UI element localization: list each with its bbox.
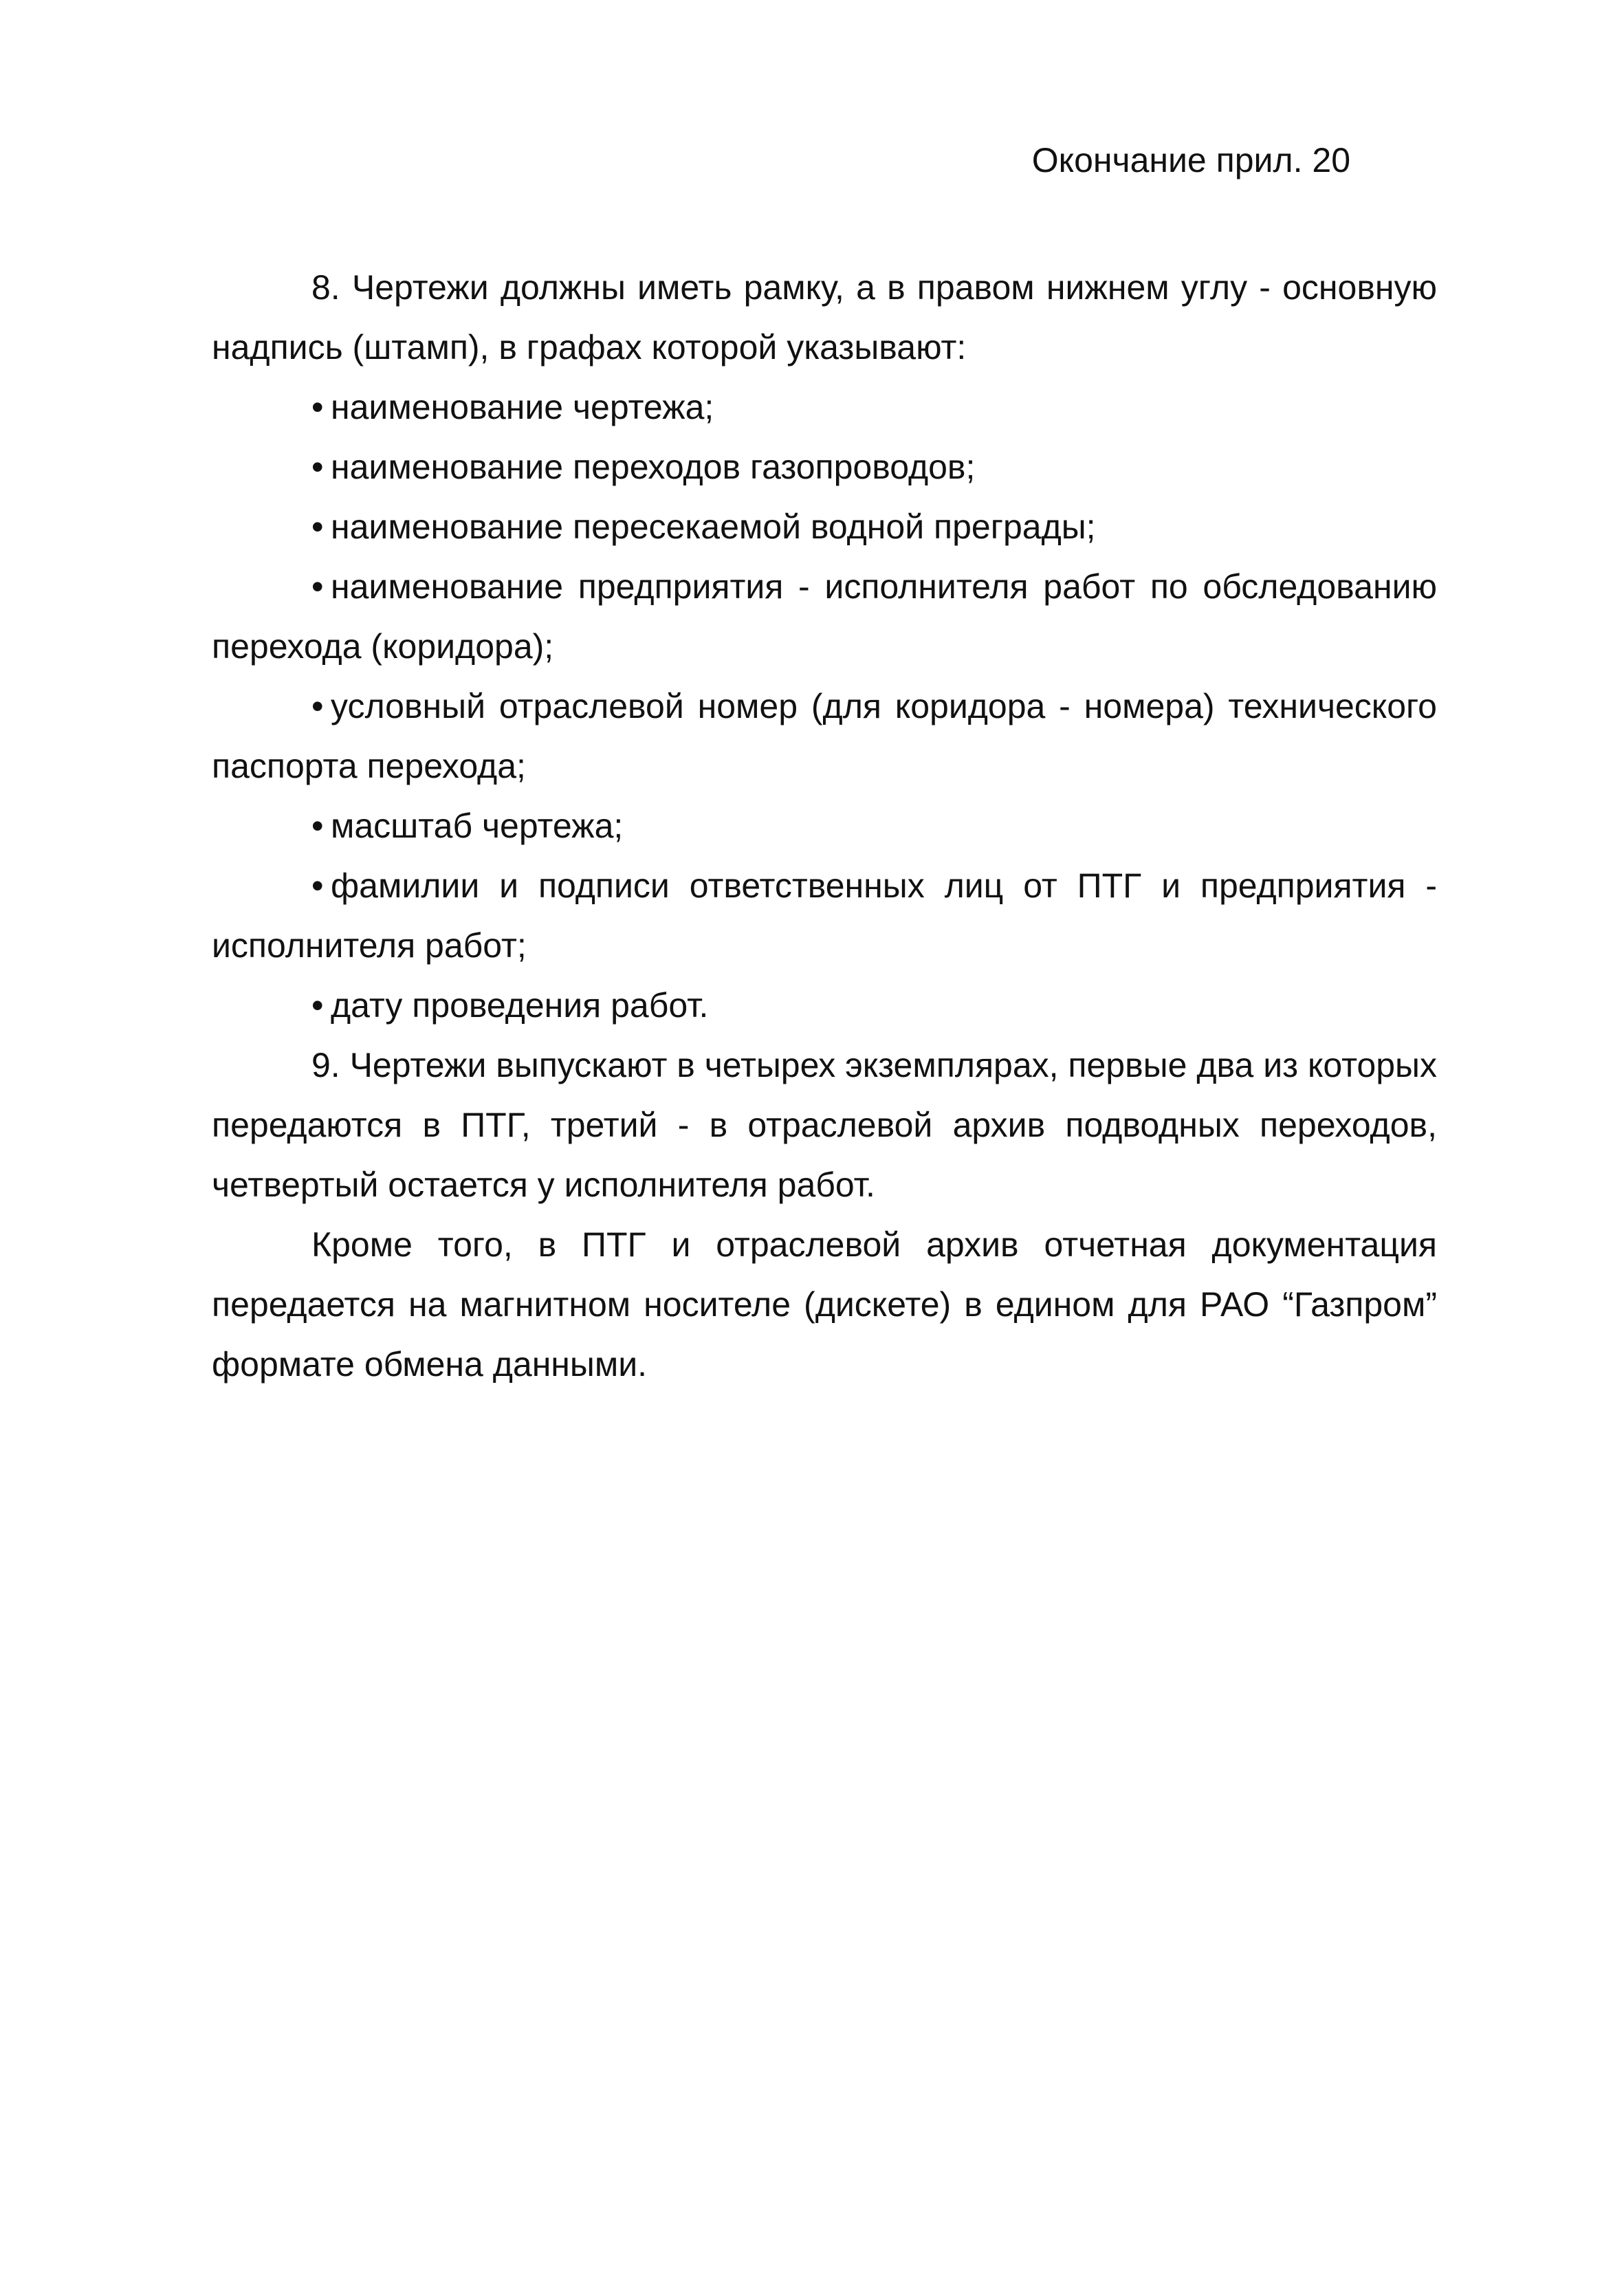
bullet-icon: •: [311, 807, 324, 845]
bullet-text: условный отраслевой номер (для коридора - номера) технического паспорта перехода;: [212, 687, 1437, 785]
bullet-item: [212, 437, 1437, 497]
bullet-item: [212, 378, 1437, 437]
bullet-item: [212, 677, 1437, 796]
bullet-item: [212, 856, 1437, 976]
paragraph-item-9: 9. Чертежи выпускают в четырех экземплярах, первые два из которых передаются в ПТГ, третий - в отраслевой архив подводных переходов, четвертый остается у исполнителя работ.: [212, 1046, 1437, 1204]
bullet-text: фамилии и подписи ответственных лиц от ПТГ и предприятия - исполнителя работ;: [212, 866, 1437, 965]
appendix-continuation-label: Окончание прил. 20: [1031, 141, 1350, 179]
bullet-icon: •: [311, 388, 324, 426]
bullet-item: [212, 976, 1437, 1036]
bullet-text: дату проведения работ.: [331, 986, 709, 1025]
bullet-text: наименование чертежа;: [331, 388, 714, 426]
paragraph-additional-note: Кроме того, в ПТГ и отраслевой архив отчетная документация передается на магнитном носителе (дискете) в едином для РАО “Газпром” формате обмена данными.: [212, 1225, 1437, 1384]
bullet-icon: •: [311, 687, 324, 725]
bullet-item: [212, 557, 1437, 677]
bullet-icon: •: [311, 986, 324, 1025]
bullet-icon: •: [311, 567, 324, 606]
page-header: [1032, 143, 1350, 177]
bullet-text: наименование предприятия - исполнителя работ по обследованию перехода (коридора);: [212, 567, 1437, 666]
bullet-item: [212, 796, 1437, 856]
bullet-icon: •: [311, 507, 324, 546]
bullet-text: наименование пересекаемой водной преграды;: [331, 507, 1096, 546]
bullet-icon: •: [311, 448, 324, 486]
bullet-item: [212, 497, 1437, 557]
bullet-text: масштаб чертежа;: [331, 807, 624, 845]
bullet-text: наименование переходов газопроводов;: [331, 448, 976, 486]
paragraph-item-8: 8. Чертежи должны иметь рамку, а в правом нижнем углу - основную надпись (штамп), в графах которой указывают:: [212, 268, 1437, 367]
document-body: [212, 258, 1437, 1395]
bullet-icon: •: [311, 866, 324, 905]
